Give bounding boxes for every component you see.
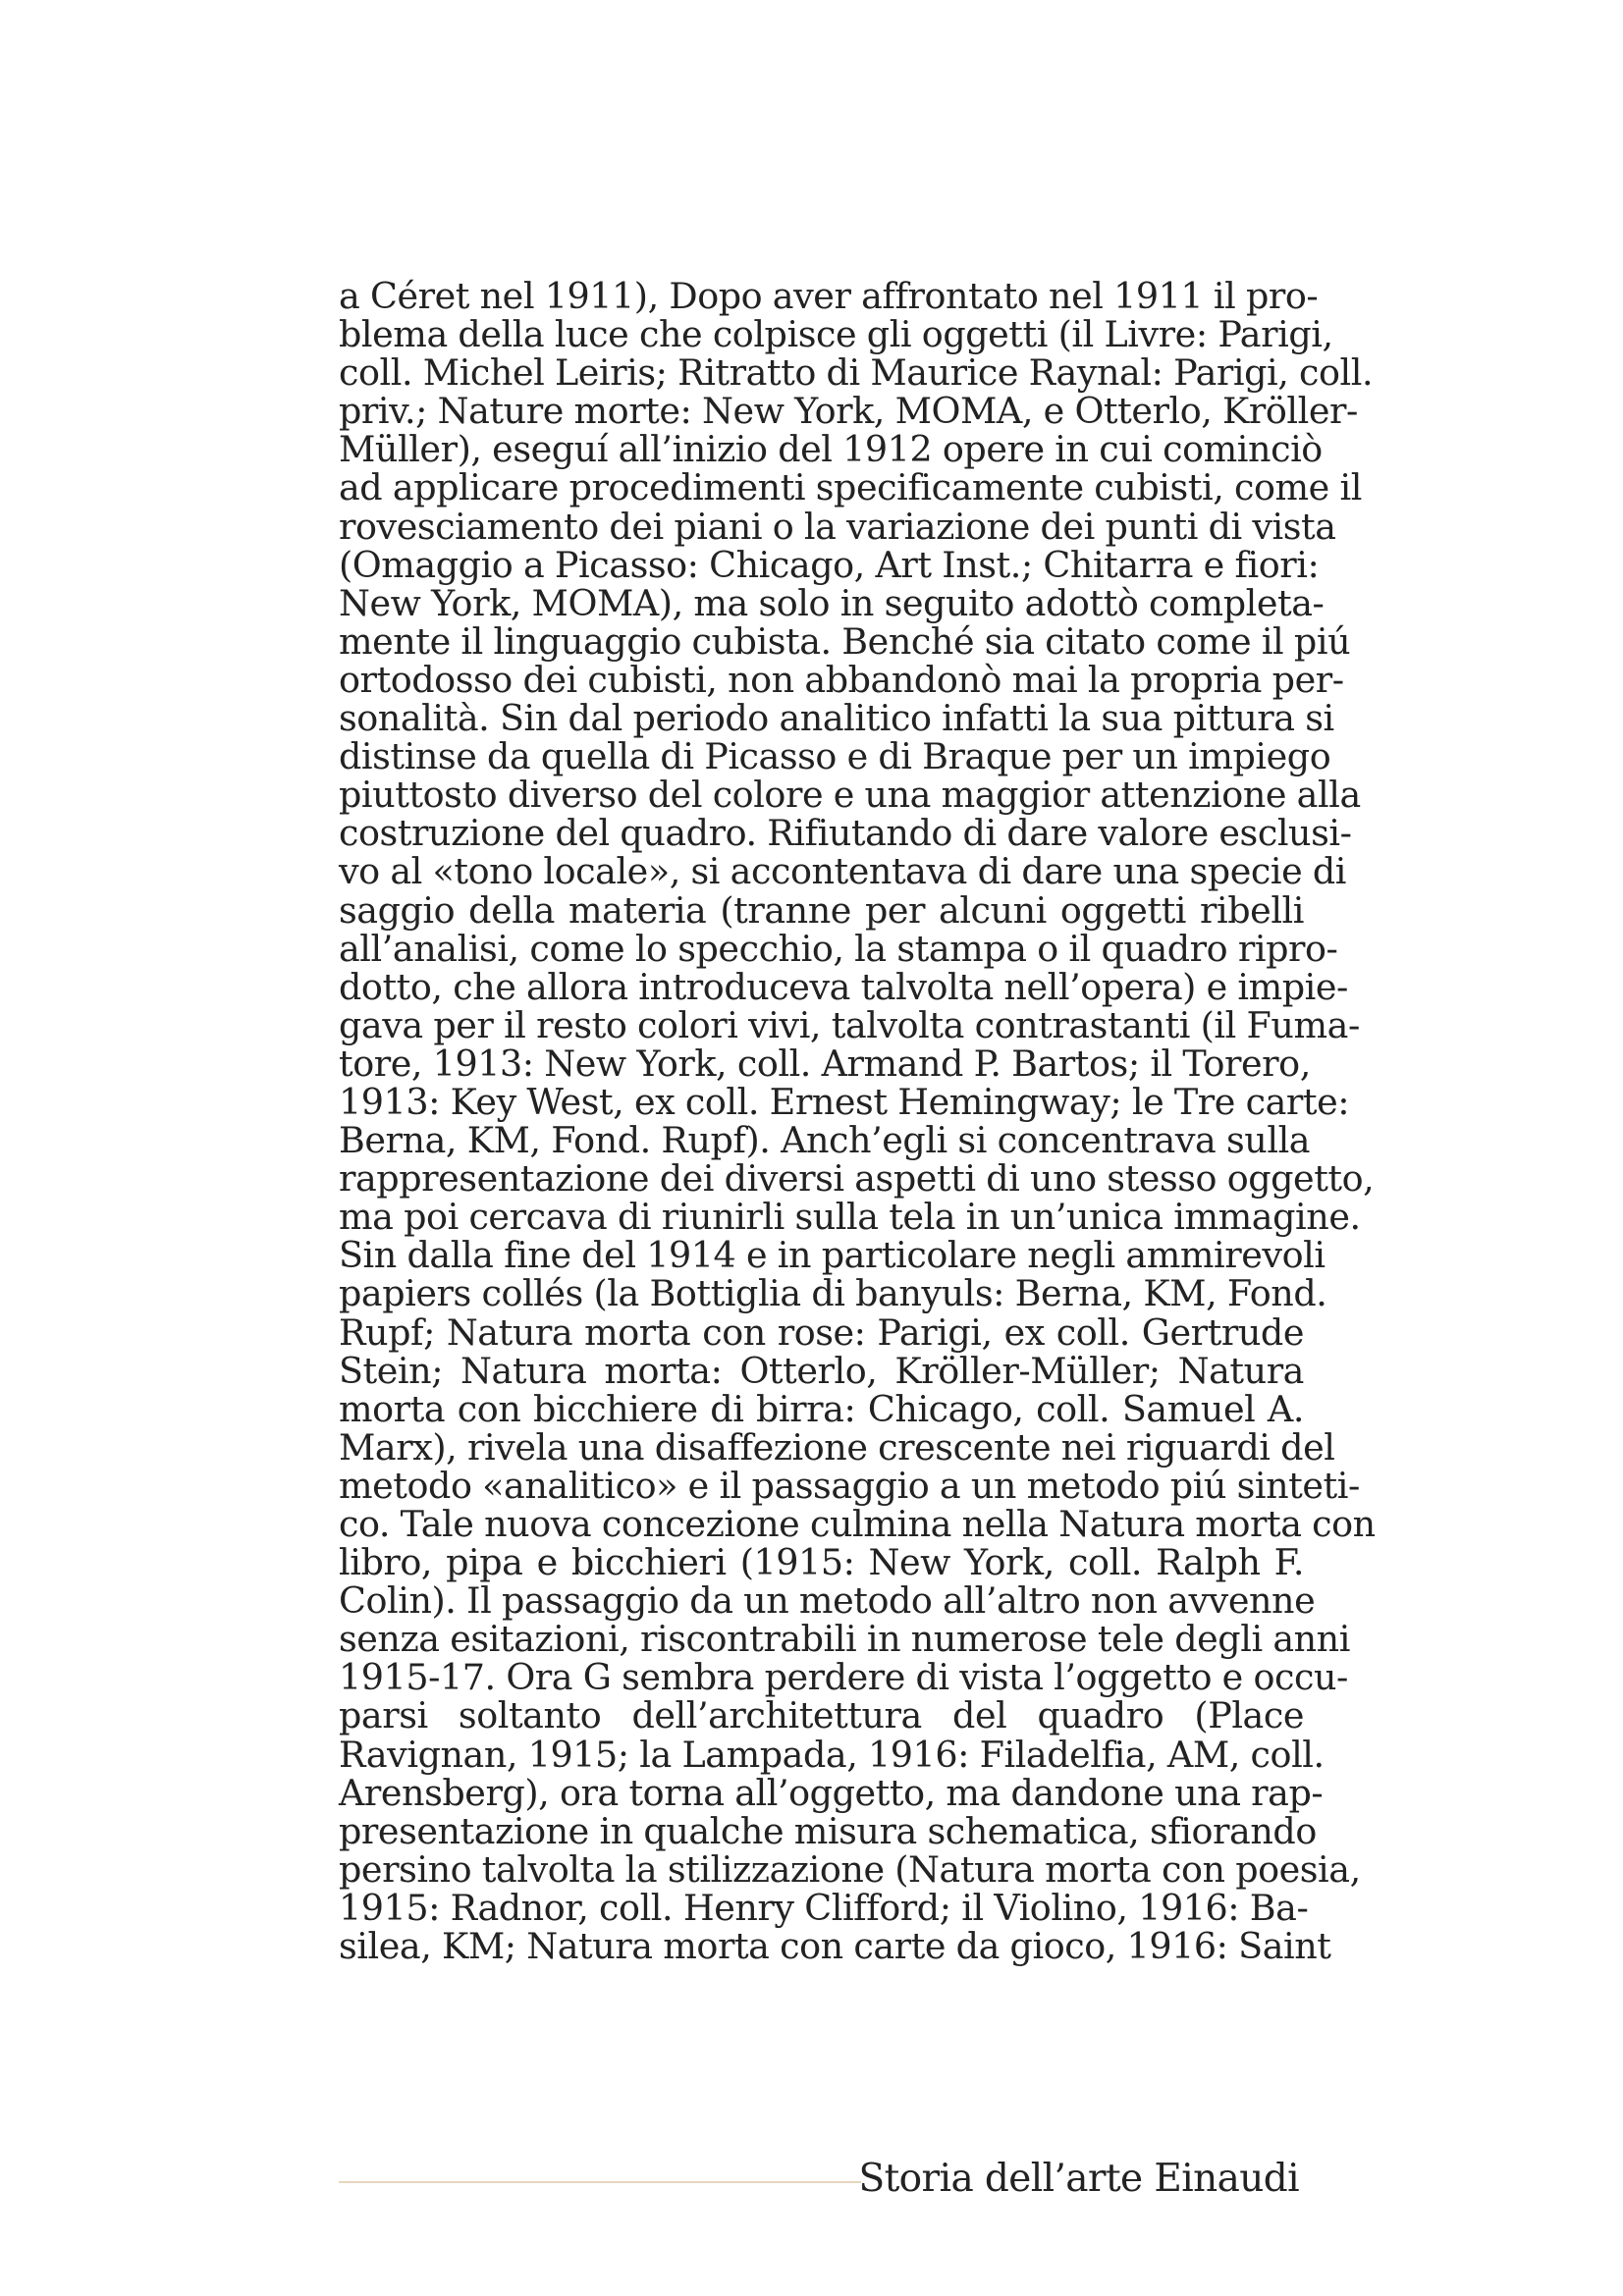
text-line: persino talvolta la stilizzazione (Natura morta con poesia, xyxy=(339,1847,1361,1891)
text-line: Stein; Natura morta: Otterlo, Kröller-Müller; Natura xyxy=(339,1349,1304,1392)
text-line: priv.; Nature morte: New York, MOMA, e Otterlo, Kröller- xyxy=(339,390,1358,433)
text-line: 1913: Key West, ex coll. Ernest Hemingway; le Tre carte: xyxy=(339,1080,1350,1123)
text-line: ma poi cercava di riunirli sulla tela in un’unica immagine. xyxy=(339,1196,1361,1239)
text-line: vo al «tono locale», si accontentava di dare una specie di xyxy=(339,850,1347,893)
text-line: costruzione del quadro. Rifiutando di dare valore esclusi- xyxy=(339,812,1352,855)
text-line: rappresentazione dei diversi aspetti di uno stesso oggetto, xyxy=(339,1157,1375,1201)
text-line: New York, MOMA), ma solo in seguito adottò completa- xyxy=(339,581,1325,624)
text-line: saggio della materia (tranne per alcuni oggetti ribelli xyxy=(339,888,1304,932)
text-line: 1915-17. Ora G sembra perdere di vista l’oggetto e occu- xyxy=(339,1656,1348,1699)
text-line: Marx), rivela una disaffezione crescente nei riguardi del xyxy=(339,1425,1335,1468)
text-line: all’analisi, come lo specchio, la stampa o il quadro ripro- xyxy=(339,927,1338,970)
text-line: senza esitazioni, riscontrabili in numerose tele degli anni xyxy=(339,1618,1350,1661)
text-line: dotto, che allora introduceva talvolta nell’opera) e impie- xyxy=(339,965,1348,1008)
text-line: Sin dalla fine del 1914 e in particolare negli ammirevoli xyxy=(339,1234,1325,1277)
text-line: Ravignan, 1915; la Lampada, 1916: Filadelfia, AM, coll. xyxy=(339,1733,1325,1776)
text-line: papiers collés (la Bottiglia di banyuls: Berna, KM, Fond. xyxy=(339,1272,1327,1315)
text-line: piuttosto diverso del colore e una maggior attenzione alla xyxy=(339,774,1361,817)
text-line: coll. Michel Leiris; Ritratto di Maurice Raynal: Parigi, coll. xyxy=(339,351,1374,395)
text-line: blema della luce che colpisce gli oggetti (il Livre: Parigi, xyxy=(339,313,1333,356)
text-line: parsi soltanto dell’architettura del quadro (Place xyxy=(339,1694,1304,1737)
text-line: a Céret nel 1911), Dopo aver affrontato nel 1911 il pro- xyxy=(339,275,1319,317)
text-line: Müller), eseguí all’inizio del 1912 opere in cui cominciò xyxy=(339,428,1323,471)
text-line: Arensberg), ora torna all’oggetto, ma dandone una rap- xyxy=(339,1771,1324,1814)
text-line: sonalità. Sin dal periodo analitico infatti la sua pittura si xyxy=(339,697,1334,740)
text-line: tore, 1913: New York, coll. Armand P. Bartos; il Torero, xyxy=(339,1041,1311,1085)
text-line: morta con bicchiere di birra: Chicago, coll. Samuel A. xyxy=(339,1387,1304,1430)
footer-title: Storia dell’arte Einaudi xyxy=(858,2157,1299,2201)
text-line: gava per il resto colori vivi, talvolta contrastanti (il Fuma- xyxy=(339,1003,1360,1046)
text-line: co. Tale nuova concezione culmina nella Natura morta con xyxy=(339,1503,1376,1545)
text-line: distinse da quella di Picasso e di Braque per un impiego xyxy=(339,735,1331,778)
text-line: Colin). Il passaggio da un metodo all’altro non avvenne xyxy=(339,1579,1316,1623)
body-text xyxy=(339,275,1376,1968)
text-line: 1915: Radnor, coll. Henry Clifford; il Violino, 1916: Ba- xyxy=(339,1886,1309,1929)
text-line: Berna, KM, Fond. Rupf). Anch’egli si concentrava sulla xyxy=(339,1119,1311,1162)
text-line: (Omaggio a Picasso: Chicago, Art Inst.; Chitarra e fiori: xyxy=(339,543,1320,586)
text-line: rovesciamento dei piani o la variazione dei punti di vista xyxy=(339,505,1336,548)
text-line: ad applicare procedimenti specificamente cubisti, come il xyxy=(339,466,1362,509)
text-line: silea, KM; Natura morta con carte da gioco, 1916: Saint xyxy=(339,1925,1331,1968)
footer-divider xyxy=(339,2181,861,2183)
text-line: ortodosso dei cubisti, non abbandonò mai la propria per- xyxy=(339,658,1344,701)
text-line: mente il linguaggio cubista. Benché sia citato come il piú xyxy=(339,619,1351,663)
text-line: metodo «analitico» e il passaggio a un metodo piú sinteti- xyxy=(339,1464,1360,1507)
text-line: presentazione in qualche misura schematica, sfiorando xyxy=(339,1809,1317,1852)
text-line: Rupf; Natura morta con rose: Parigi, ex coll. Gertrude xyxy=(339,1310,1304,1354)
text-line: libro, pipa e bicchieri (1915: New York, coll. Ralph F. xyxy=(339,1541,1304,1584)
